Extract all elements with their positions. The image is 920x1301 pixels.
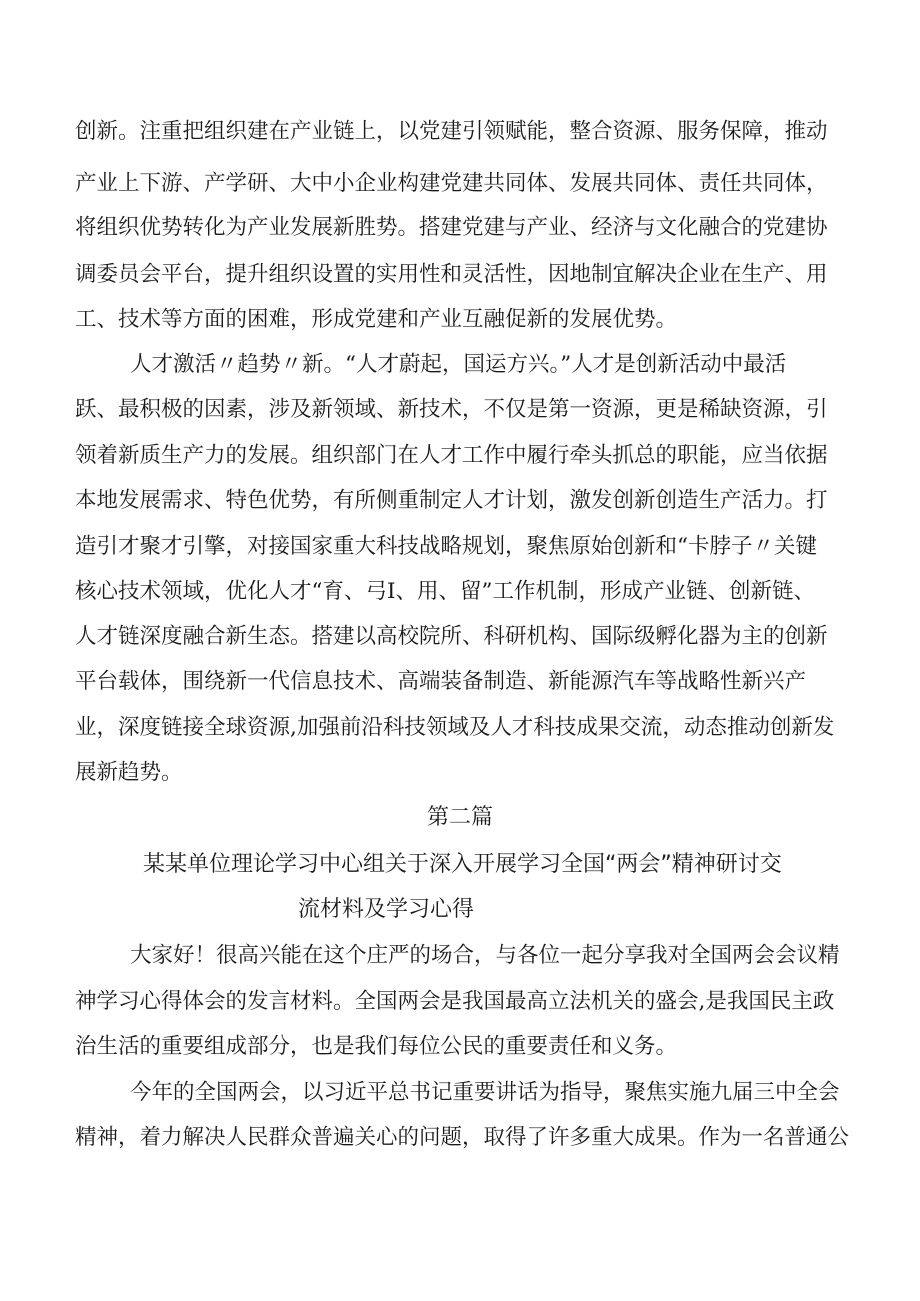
paragraph-line: 人才链深度融合新生态。搭建以高校院所、科研机构、国际级孵化器为主的创新 bbox=[75, 624, 828, 649]
paragraph-line: 精神，着力解决人民群众普遍关心的问题，取得了许多重大成果。作为一名普通公 bbox=[75, 1125, 850, 1150]
paragraph-line: 创新。注重把组织建在产业链上，以党建引领赋能，整合资源、服务保障，推动 bbox=[75, 119, 828, 144]
paragraph-line: 治生活的重要组成部分，也是我们每位公民的重要责任和义务。 bbox=[75, 1034, 678, 1059]
paragraph-line: 跃、最积极的因素，涉及新领域、新技术，不仅是第一资源，更是稀缺资源，引 bbox=[75, 397, 828, 422]
section-heading: 第二篇 bbox=[426, 805, 493, 830]
document-title-line: 流材料及学习心得 bbox=[298, 897, 475, 922]
paragraph-line: 大家好！很高兴能在这个庄严的场合，与各位一起分享我对全国两会会议精 bbox=[130, 943, 840, 968]
paragraph-line: 将组织优势转化为产业发展新胜势。搭建党建与产业、经济与文化融合的党建协 bbox=[75, 215, 828, 240]
document-title-line: 某某单位理论学习中心组关于深入开展学习全国“两会”精神研讨交 bbox=[143, 852, 782, 877]
paragraph-line: 核心技术领域，优化人才“育、弓I、用、留”工作机制，形成产业链、创新链、 bbox=[75, 579, 815, 604]
paragraph-line: 调委员会平台，提升组织设置的实用性和灵活性，因地制宜解决企业在生产、用 bbox=[75, 262, 828, 287]
paragraph-line: 展新趋势。 bbox=[75, 760, 183, 785]
paragraph-line: 今年的全国两会，以习近平总书记重要讲话为指导，聚焦实施九届三中全会 bbox=[130, 1080, 840, 1105]
paragraph-line: 领着新质生产力的发展。组织部门在人才工作中履行牵头抓总的职能，应当依据 bbox=[75, 443, 828, 468]
paragraph-line: 人才激活〃趋势〃新。“人才蔚起，国运方兴。”人才是创新活动中最活 bbox=[130, 352, 787, 377]
paragraph-line: 业，深度链接全球资源,加强前沿科技领域及人才科技成果交流，动态推动创新发 bbox=[75, 715, 835, 740]
paragraph-line: 平台载体，围绕新一代信息技术、高端装备制造、新能源汽车等战略性新兴产 bbox=[75, 669, 807, 694]
paragraph-line: 工、技术等方面的困难，形成党建和产业互融促新的发展优势。 bbox=[75, 307, 678, 332]
paragraph-line: 神学习心得体会的发言材料。全国两会是我国最高立法机关的盛会,是我国民主政 bbox=[75, 989, 835, 1014]
paragraph-line: 产业上下游、产学研、大中小企业构建党建共同体、发展共同体、责任共同体， bbox=[75, 171, 828, 196]
paragraph-line: 本地发展需求、特色优势，有所侧重制定人才计划，激发创新创造生产活力。打 bbox=[75, 488, 828, 513]
paragraph-line: 造引才聚才引擎，对接国家重大科技战略规划，聚焦原始创新和“卡脖子〃关键 bbox=[75, 534, 817, 559]
